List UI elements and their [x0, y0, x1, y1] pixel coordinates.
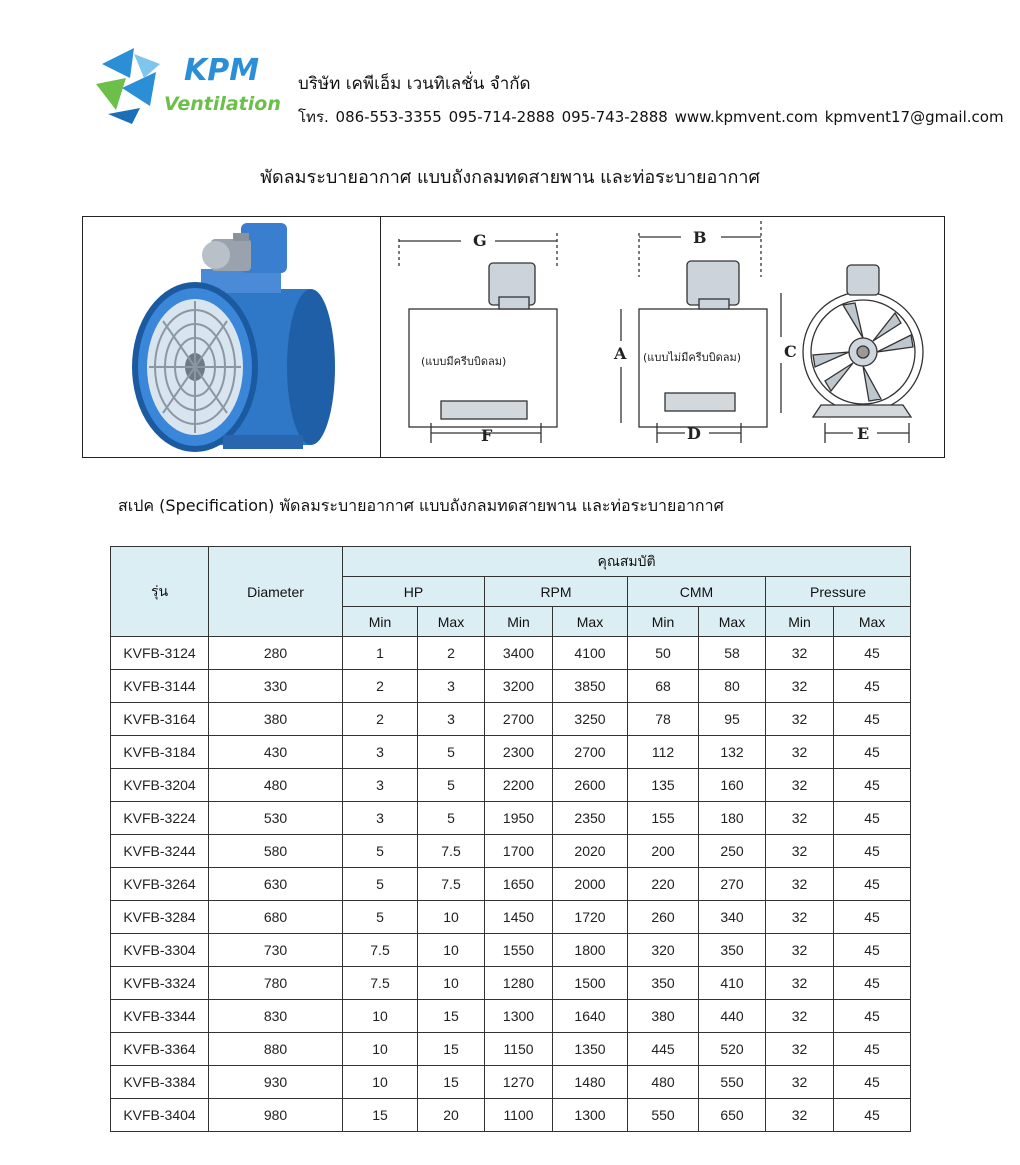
- cell-cmm-max: 250: [699, 835, 766, 868]
- cell-pressure-min: 32: [766, 1000, 834, 1033]
- cell-model: KVFB-3284: [111, 901, 209, 934]
- cell-hp-min: 5: [343, 901, 418, 934]
- cell-pressure-max: 45: [834, 637, 911, 670]
- cell-cmm-min: 350: [628, 967, 699, 1000]
- cell-rpm-min: 2300: [485, 736, 553, 769]
- cell-cmm-max: 350: [699, 934, 766, 967]
- table-header: [111, 547, 911, 637]
- cell-cmm-min: 445: [628, 1033, 699, 1066]
- cell-cmm-min: 50: [628, 637, 699, 670]
- cell-pressure-min: 32: [766, 736, 834, 769]
- table-row: [111, 769, 911, 802]
- cell-hp-max: 15: [418, 1000, 485, 1033]
- cell-cmm-min: 78: [628, 703, 699, 736]
- contact-line: โทร. 086-553-3355 095-714-2888 095-743-2888 www.kpmvent.com kpmvent17@gmail.com: [298, 108, 1004, 126]
- cell-cmm-max: 58: [699, 637, 766, 670]
- cell-pressure-min: 32: [766, 868, 834, 901]
- cell-rpm-min: 1280: [485, 967, 553, 1000]
- cell-hp-min: 3: [343, 802, 418, 835]
- dimension-drawing: [381, 217, 944, 457]
- svg-text:A: A: [614, 344, 627, 363]
- cell-cmm-max: 180: [699, 802, 766, 835]
- col-properties-header: คุณสมบัติ: [343, 547, 911, 577]
- cell-cmm-min: 68: [628, 670, 699, 703]
- cell-rpm-max: 2020: [553, 835, 628, 868]
- group-rpm-header: RPM: [485, 577, 628, 607]
- cell-pressure-max: 45: [834, 934, 911, 967]
- table-row: [111, 637, 911, 670]
- cell-hp-max: 10: [418, 967, 485, 1000]
- cell-pressure-min: 32: [766, 703, 834, 736]
- cell-hp-max: 5: [418, 736, 485, 769]
- cell-pressure-min: 32: [766, 835, 834, 868]
- group-pressure-header: Pressure: [766, 577, 911, 607]
- cell-pressure-min: 32: [766, 901, 834, 934]
- cell-pressure-max: 45: [834, 1033, 911, 1066]
- cell-cmm-max: 132: [699, 736, 766, 769]
- cell-hp-min: 7.5: [343, 967, 418, 1000]
- cell-pressure-max: 45: [834, 868, 911, 901]
- min-header: Min: [628, 607, 699, 637]
- table-row: [111, 901, 911, 934]
- cell-hp-max: 10: [418, 934, 485, 967]
- cell-model: KVFB-3184: [111, 736, 209, 769]
- cell-model: KVFB-3124: [111, 637, 209, 670]
- cell-hp-min: 2: [343, 703, 418, 736]
- cell-cmm-max: 95: [699, 703, 766, 736]
- kpm-logo-graphic: [94, 44, 286, 126]
- cell-diameter: 980: [209, 1099, 343, 1132]
- cell-pressure-min: 32: [766, 1066, 834, 1099]
- cell-cmm-min: 380: [628, 1000, 699, 1033]
- col-diameter-header: Diameter: [209, 547, 343, 637]
- cell-model: KVFB-3224: [111, 802, 209, 835]
- svg-text:C: C: [784, 342, 797, 361]
- cell-model: KVFB-3404: [111, 1099, 209, 1132]
- cell-hp-max: 10: [418, 901, 485, 934]
- cell-rpm-min: 1950: [485, 802, 553, 835]
- table-row: [111, 670, 911, 703]
- table-row: [111, 967, 911, 1000]
- table-row: [111, 736, 911, 769]
- cell-model: KVFB-3164: [111, 703, 209, 736]
- cell-rpm-max: 2600: [553, 769, 628, 802]
- cell-hp-min: 3: [343, 769, 418, 802]
- cell-pressure-min: 32: [766, 1099, 834, 1132]
- cell-diameter: 280: [209, 637, 343, 670]
- table-row: [111, 802, 911, 835]
- table-row: [111, 835, 911, 868]
- cell-cmm-max: 520: [699, 1033, 766, 1066]
- cell-pressure-min: 32: [766, 1033, 834, 1066]
- max-header: Max: [699, 607, 766, 637]
- cell-hp-max: 7.5: [418, 868, 485, 901]
- cell-rpm-min: 1300: [485, 1000, 553, 1033]
- cell-pressure-max: 45: [834, 769, 911, 802]
- cell-cmm-max: 80: [699, 670, 766, 703]
- cell-hp-min: 10: [343, 1033, 418, 1066]
- cell-hp-max: 20: [418, 1099, 485, 1132]
- svg-text:D: D: [687, 424, 701, 443]
- cell-rpm-min: 1650: [485, 868, 553, 901]
- cell-pressure-max: 45: [834, 1066, 911, 1099]
- cell-model: KVFB-3364: [111, 1033, 209, 1066]
- cell-rpm-max: 3250: [553, 703, 628, 736]
- cell-hp-min: 3: [343, 736, 418, 769]
- table-row: [111, 1033, 911, 1066]
- svg-text:Ventilation: Ventilation: [164, 93, 281, 115]
- document-title: พัดลมระบายอากาศ แบบถังกลมทดสายพาน และท่อระบายอากาศ: [260, 167, 760, 188]
- cell-cmm-min: 220: [628, 868, 699, 901]
- product-figure: [82, 216, 945, 458]
- table-row: [111, 1000, 911, 1033]
- table-row: [111, 934, 911, 967]
- cell-hp-min: 10: [343, 1000, 418, 1033]
- cell-rpm-min: 1550: [485, 934, 553, 967]
- cell-cmm-min: 480: [628, 1066, 699, 1099]
- cell-cmm-max: 160: [699, 769, 766, 802]
- cell-rpm-max: 3850: [553, 670, 628, 703]
- min-header: Min: [485, 607, 553, 637]
- cell-diameter: 830: [209, 1000, 343, 1033]
- cell-cmm-min: 155: [628, 802, 699, 835]
- min-header: Min: [766, 607, 834, 637]
- cell-model: KVFB-3324: [111, 967, 209, 1000]
- cell-rpm-max: 1640: [553, 1000, 628, 1033]
- cell-rpm-min: 3200: [485, 670, 553, 703]
- spec-table: [110, 546, 911, 1132]
- cell-rpm-min: 1270: [485, 1066, 553, 1099]
- svg-text:(แบบมีครีบบิดลม): (แบบมีครีบบิดลม): [421, 355, 507, 368]
- spec-title: สเปค (Specification) พัดลมระบายอากาศ แบบถังกลมทดสายพาน และท่อระบายอากาศ: [118, 496, 724, 515]
- cell-pressure-max: 45: [834, 736, 911, 769]
- cell-diameter: 530: [209, 802, 343, 835]
- cell-model: KVFB-3144: [111, 670, 209, 703]
- cell-rpm-min: 1100: [485, 1099, 553, 1132]
- svg-text:KPM: KPM: [184, 53, 260, 88]
- cell-rpm-min: 3400: [485, 637, 553, 670]
- group-hp-header: HP: [343, 577, 485, 607]
- fan-photo: [83, 217, 381, 457]
- cell-cmm-max: 650: [699, 1099, 766, 1132]
- cell-hp-min: 5: [343, 835, 418, 868]
- table-row: [111, 1066, 911, 1099]
- cell-pressure-max: 45: [834, 1099, 911, 1132]
- cell-pressure-min: 32: [766, 934, 834, 967]
- cell-pressure-max: 45: [834, 670, 911, 703]
- cell-rpm-max: 2700: [553, 736, 628, 769]
- svg-text:F: F: [481, 426, 493, 445]
- cell-pressure-max: 45: [834, 703, 911, 736]
- svg-text:E: E: [857, 424, 870, 443]
- cell-pressure-min: 32: [766, 967, 834, 1000]
- cell-hp-min: 10: [343, 1066, 418, 1099]
- svg-text:(แบบไม่มีครีบบิดลม): (แบบไม่มีครีบบิดลม): [643, 351, 742, 364]
- cell-diameter: 580: [209, 835, 343, 868]
- cell-rpm-max: 4100: [553, 637, 628, 670]
- cell-hp-max: 15: [418, 1033, 485, 1066]
- cell-diameter: 780: [209, 967, 343, 1000]
- cell-pressure-min: 32: [766, 670, 834, 703]
- cell-cmm-max: 550: [699, 1066, 766, 1099]
- svg-text:B: B: [693, 228, 707, 247]
- cell-rpm-min: 1150: [485, 1033, 553, 1066]
- cell-rpm-min: 1700: [485, 835, 553, 868]
- table-body: [111, 637, 911, 1132]
- cell-hp-min: 1: [343, 637, 418, 670]
- col-model-header: รุ่น: [111, 547, 209, 637]
- cell-rpm-min: 1450: [485, 901, 553, 934]
- cell-cmm-min: 320: [628, 934, 699, 967]
- cell-cmm-min: 135: [628, 769, 699, 802]
- cell-pressure-max: 45: [834, 802, 911, 835]
- max-header: Max: [418, 607, 485, 637]
- max-header: Max: [553, 607, 628, 637]
- cell-rpm-max: 1800: [553, 934, 628, 967]
- cell-diameter: 330: [209, 670, 343, 703]
- cell-model: KVFB-3384: [111, 1066, 209, 1099]
- cell-pressure-max: 45: [834, 835, 911, 868]
- cell-pressure-min: 32: [766, 769, 834, 802]
- cell-pressure-max: 45: [834, 967, 911, 1000]
- cell-hp-max: 15: [418, 1066, 485, 1099]
- cell-pressure-min: 32: [766, 802, 834, 835]
- cell-rpm-max: 1300: [553, 1099, 628, 1132]
- cell-hp-min: 15: [343, 1099, 418, 1132]
- cell-rpm-max: 1720: [553, 901, 628, 934]
- cell-rpm-min: 2700: [485, 703, 553, 736]
- cell-rpm-min: 2200: [485, 769, 553, 802]
- cell-cmm-max: 440: [699, 1000, 766, 1033]
- cell-model: KVFB-3264: [111, 868, 209, 901]
- company-name: บริษัท เคพีเอ็ม เวนทิเลชั่น จำกัด: [298, 74, 531, 94]
- min-header: Min: [343, 607, 418, 637]
- cell-hp-max: 3: [418, 703, 485, 736]
- cell-model: KVFB-3244: [111, 835, 209, 868]
- group-cmm-header: CMM: [628, 577, 766, 607]
- cell-diameter: 430: [209, 736, 343, 769]
- cell-hp-max: 7.5: [418, 835, 485, 868]
- cell-diameter: 480: [209, 769, 343, 802]
- cell-hp-max: 5: [418, 802, 485, 835]
- cell-hp-min: 5: [343, 868, 418, 901]
- svg-text:G: G: [473, 231, 487, 250]
- cell-rpm-max: 2350: [553, 802, 628, 835]
- cell-pressure-max: 45: [834, 1000, 911, 1033]
- cell-cmm-min: 260: [628, 901, 699, 934]
- table-row: [111, 703, 911, 736]
- max-header: Max: [834, 607, 911, 637]
- cell-cmm-min: 112: [628, 736, 699, 769]
- cell-hp-max: 5: [418, 769, 485, 802]
- cell-diameter: 730: [209, 934, 343, 967]
- cell-model: KVFB-3304: [111, 934, 209, 967]
- cell-cmm-min: 550: [628, 1099, 699, 1132]
- cell-rpm-max: 1480: [553, 1066, 628, 1099]
- cell-cmm-max: 270: [699, 868, 766, 901]
- cell-hp-max: 3: [418, 670, 485, 703]
- cell-diameter: 930: [209, 1066, 343, 1099]
- cell-diameter: 630: [209, 868, 343, 901]
- table-row: [111, 868, 911, 901]
- cell-model: KVFB-3204: [111, 769, 209, 802]
- table-row: [111, 1099, 911, 1132]
- cell-rpm-max: 1500: [553, 967, 628, 1000]
- cell-cmm-max: 410: [699, 967, 766, 1000]
- cell-hp-min: 7.5: [343, 934, 418, 967]
- cell-model: KVFB-3344: [111, 1000, 209, 1033]
- cell-pressure-max: 45: [834, 901, 911, 934]
- company-logo: [94, 44, 286, 126]
- cell-diameter: 680: [209, 901, 343, 934]
- cell-rpm-max: 1350: [553, 1033, 628, 1066]
- cell-pressure-min: 32: [766, 637, 834, 670]
- cell-cmm-min: 200: [628, 835, 699, 868]
- cell-hp-min: 2: [343, 670, 418, 703]
- cell-hp-max: 2: [418, 637, 485, 670]
- cell-diameter: 880: [209, 1033, 343, 1066]
- cell-rpm-max: 2000: [553, 868, 628, 901]
- cell-diameter: 380: [209, 703, 343, 736]
- cell-cmm-max: 340: [699, 901, 766, 934]
